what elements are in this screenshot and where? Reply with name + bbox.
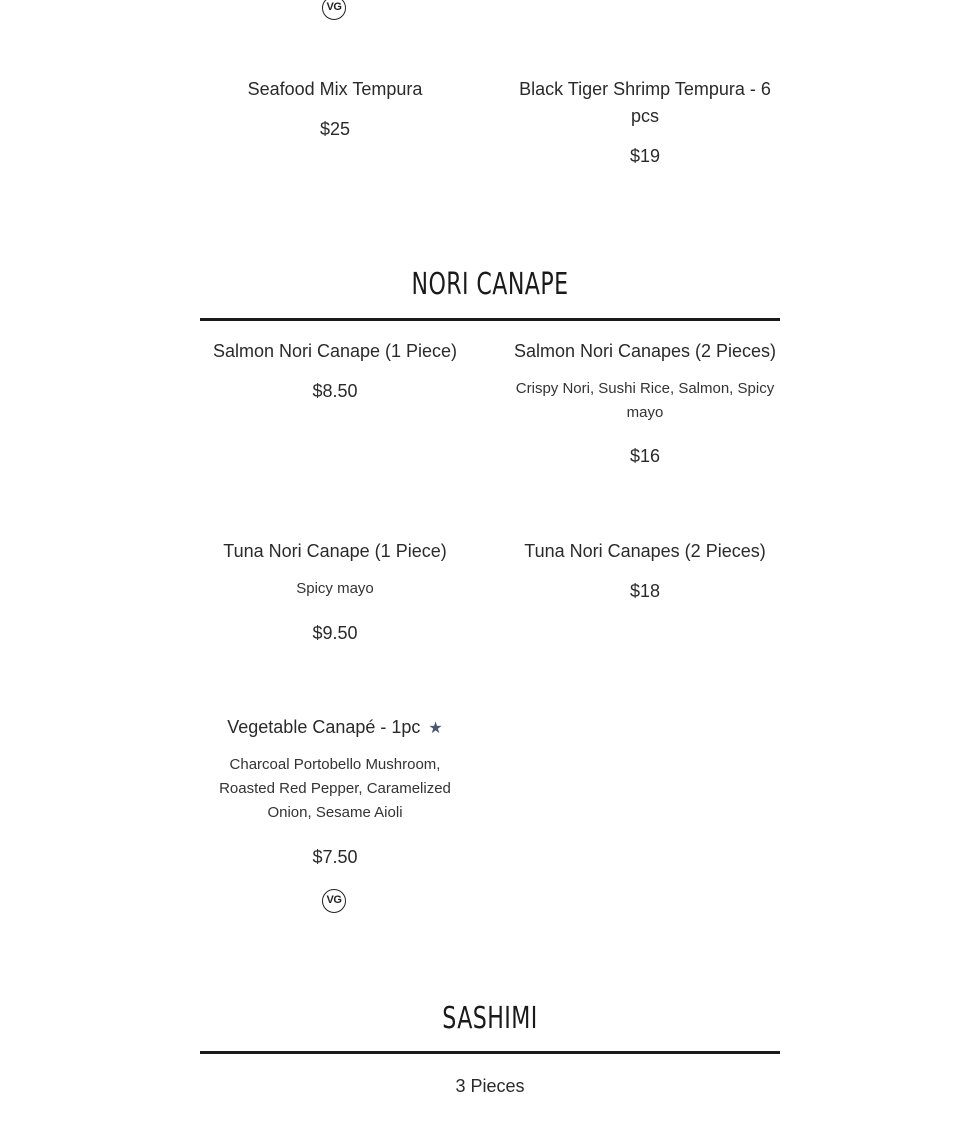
menu-item-name[interactable]: Tuna Nori Canapes (2 Pieces)	[524, 541, 766, 561]
vegan-badge-icon: VG	[322, 889, 346, 913]
menu-item-name-row[interactable]	[200, 714, 470, 742]
menu-item-price: $8.50	[312, 381, 358, 401]
menu-item-price: $16	[629, 446, 661, 466]
section-divider	[200, 1051, 780, 1054]
section-subtitle: 3 Pieces	[455, 1076, 525, 1096]
section-title-sashimi: SASHIMI	[442, 1001, 538, 1036]
menu-item-price: $7.50	[312, 847, 358, 867]
menu-item-name[interactable]: Vegetable Canapé - 1pc	[227, 717, 421, 737]
menu-item-name[interactable]: Seafood Mix Tempura	[247, 79, 423, 99]
menu-item-price: $19	[629, 146, 661, 166]
menu-item-name[interactable]: Salmon Nori Canapes (2 Pieces)	[513, 341, 777, 361]
menu-item-name[interactable]: Salmon Nori Canape (1 Piece)	[212, 341, 458, 361]
menu-item-description: Spicy mayo	[296, 580, 374, 597]
menu-item-description: Charcoal Portobello Mushroom, Roasted Red Pepper, Caramelized Onion, Sesame Aioli	[219, 756, 451, 821]
star-icon: ★	[428, 720, 443, 737]
menu-item-name[interactable]: Black Tiger Shrimp Tempura - 6 pcs	[519, 79, 771, 126]
menu-item-description: Crispy Nori, Sushi Rice, Salmon, Spicy mayo	[515, 380, 775, 421]
section-divider	[200, 318, 780, 321]
menu-item-price: $25	[319, 119, 351, 139]
menu-item-price: $9.50	[312, 623, 358, 643]
section-title-nori-canape: NORI CANAPE	[411, 267, 569, 302]
menu-item-price: $18	[629, 581, 661, 601]
menu-item-name[interactable]: Tuna Nori Canape (1 Piece)	[223, 541, 447, 561]
vegan-badge-icon: VG	[322, 0, 346, 20]
